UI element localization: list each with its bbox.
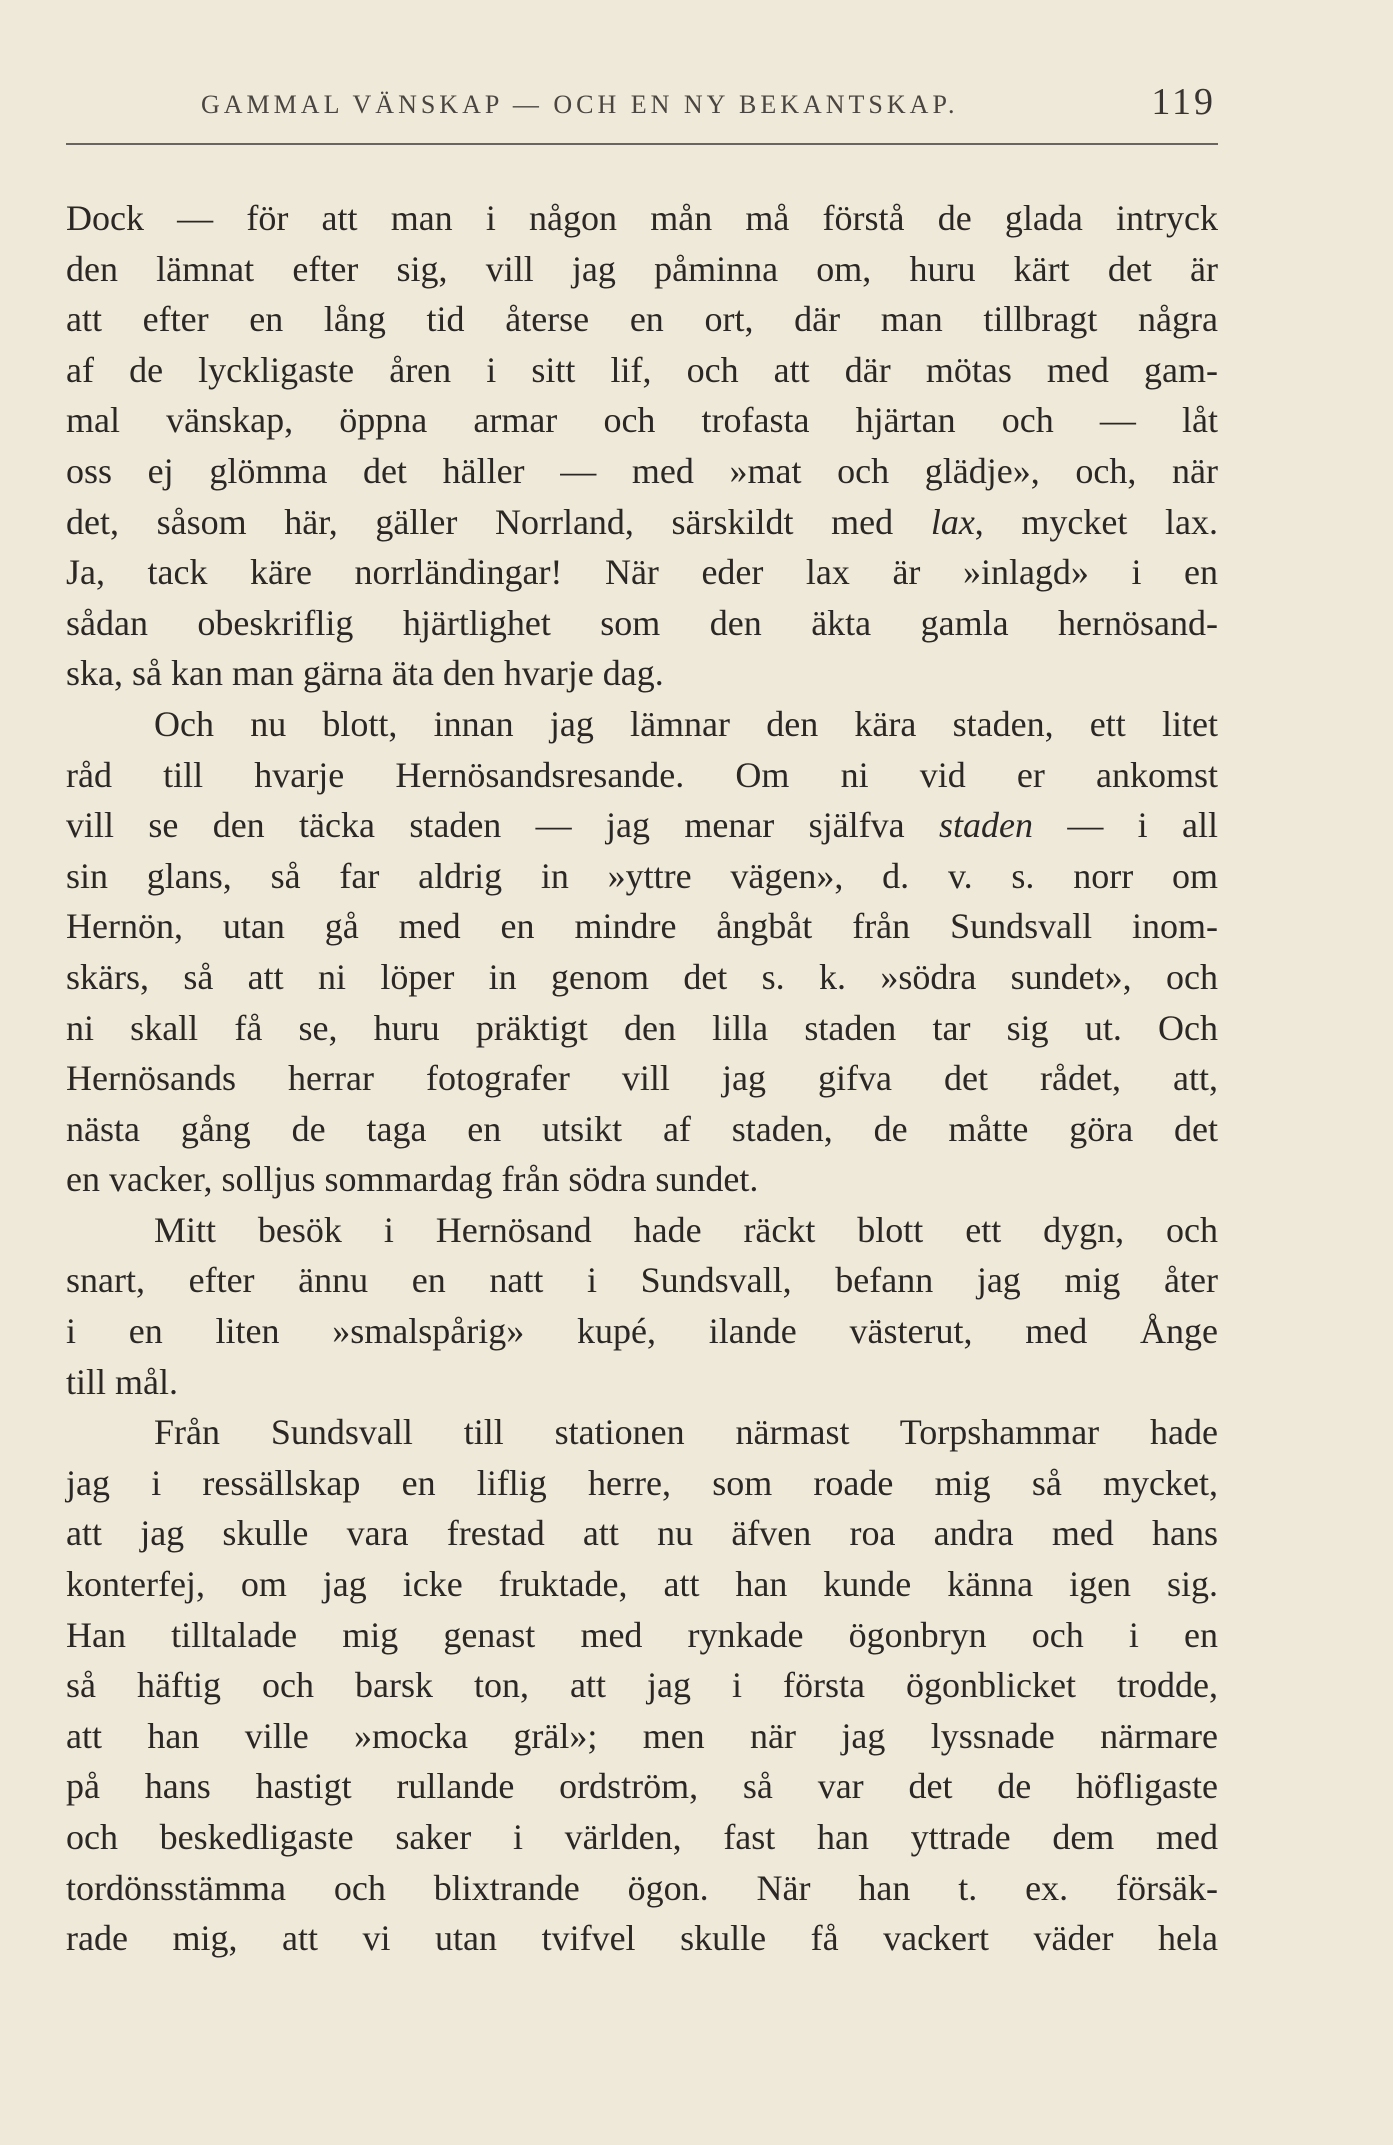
text-line: mal vänskap, öppna armar och trofasta hjärtan och — låt xyxy=(66,400,1218,441)
page-number: 119 xyxy=(1151,81,1216,123)
text-line: Han tilltalade mig genast med rynkade ögonbryn och i en xyxy=(66,1614,1218,1655)
text-line: den lämnat efter sig, vill jag påminna om, huru kärt det är xyxy=(66,248,1218,289)
text-line: sådan obeskriflig hjärtlighet som den äkta gamla hernösand- xyxy=(66,602,1218,643)
italic-word: lax xyxy=(930,501,975,542)
text-line: ni skall få se, huru präktigt den lilla staden tar sig ut. Och xyxy=(66,1007,1218,1048)
text-line: Och nu blott, innan jag lämnar den kära staden, ett litet xyxy=(154,703,1218,744)
text-line: skärs, så att ni löper in genom det s. k. »södra sundet», och xyxy=(66,956,1218,997)
text-line: Hernön, utan gå med en mindre ångbåt från Sundsvall inom- xyxy=(66,906,1218,947)
text-segment: det, såsom här, gäller Norrland, särskildt med xyxy=(66,501,894,542)
text-line: af de lyckligaste åren i sitt lif, och att där mötas med gam- xyxy=(66,349,1218,390)
page-header xyxy=(66,80,1216,140)
text-line: en vacker, solljus sommardag från södra sundet. xyxy=(66,1159,759,1200)
text-line: att efter en lång tid återse en ort, där man tillbragt några xyxy=(66,299,1218,340)
running-head: GAMMAL VÄNSKAP — OCH EN NY BEKANTSKAP. xyxy=(201,90,959,119)
text-line: Mitt besök i Hernösand hade räckt blott ett dygn, och xyxy=(154,1209,1218,1250)
text-segment: , mycket lax. xyxy=(974,501,1218,542)
body-text xyxy=(66,193,1218,1964)
text-line: konterfej, om jag icke fruktade, att han kunde känna igen sig. xyxy=(66,1564,1218,1605)
text-line: i en liten »smalspårig» kupé, ilande västerut, med Ånge xyxy=(66,1311,1218,1352)
text-line: ska, så kan man gärna äta den hvarje dag. xyxy=(66,653,664,694)
text-line: på hans hastigt rullande ordström, så var det de höfligaste xyxy=(66,1766,1218,1807)
text-line: Dock — för att man i någon mån må förstå de glada intryck xyxy=(66,198,1218,238)
text-segment: — i all xyxy=(1032,805,1219,846)
text-line: Ja, tack käre norrländingar! När eder lax är »inlagd» i en xyxy=(66,552,1218,593)
text-line: Hernösands herrar fotografer vill jag gifva det rådet, att, xyxy=(66,1058,1218,1099)
text-line: så häftig och barsk ton, att jag i första ögonblicket trodde, xyxy=(66,1665,1218,1706)
text-line: jag i ressällskap en liflig herre, som roade mig så mycket, xyxy=(66,1462,1218,1503)
text-segment: vill se den täcka staden — jag menar själfva xyxy=(66,805,905,846)
text-line: rade mig, att vi utan tvifvel skulle få vackert väder hela xyxy=(66,1918,1218,1959)
italic-word: staden xyxy=(938,805,1033,846)
text-line: att han ville »mocka gräl»; men när jag lyssnade närmare xyxy=(66,1715,1218,1756)
text-line: sin glans, så far aldrig in »yttre vägen», d. v. s. norr om xyxy=(66,855,1218,896)
text-line-with-italic xyxy=(66,800,1218,851)
text-line-with-italic xyxy=(66,497,1218,548)
text-line: Från Sundsvall till stationen närmast Torpshammar hade xyxy=(154,1412,1218,1453)
text-line: tordönsstämma och blixtrande ögon. När han t. ex. försäk- xyxy=(66,1867,1218,1908)
text-line: att jag skulle vara frestad att nu äfven roa andra med hans xyxy=(66,1513,1218,1554)
header-rule xyxy=(66,143,1218,145)
text-line: nästa gång de taga en utsikt af staden, de måtte göra det xyxy=(66,1108,1218,1149)
text-line: och beskedligaste saker i världen, fast han yttrade dem med xyxy=(66,1817,1218,1857)
text-line: oss ej glömma det häller — med »mat och glädje», och, när xyxy=(66,450,1218,491)
text-line: råd till hvarje Hernösandsresande. Om ni vid er ankomst xyxy=(66,754,1218,795)
text-line: till mål. xyxy=(66,1361,178,1402)
text-line: snart, efter ännu en natt i Sundsvall, befann jag mig åter xyxy=(66,1260,1218,1301)
